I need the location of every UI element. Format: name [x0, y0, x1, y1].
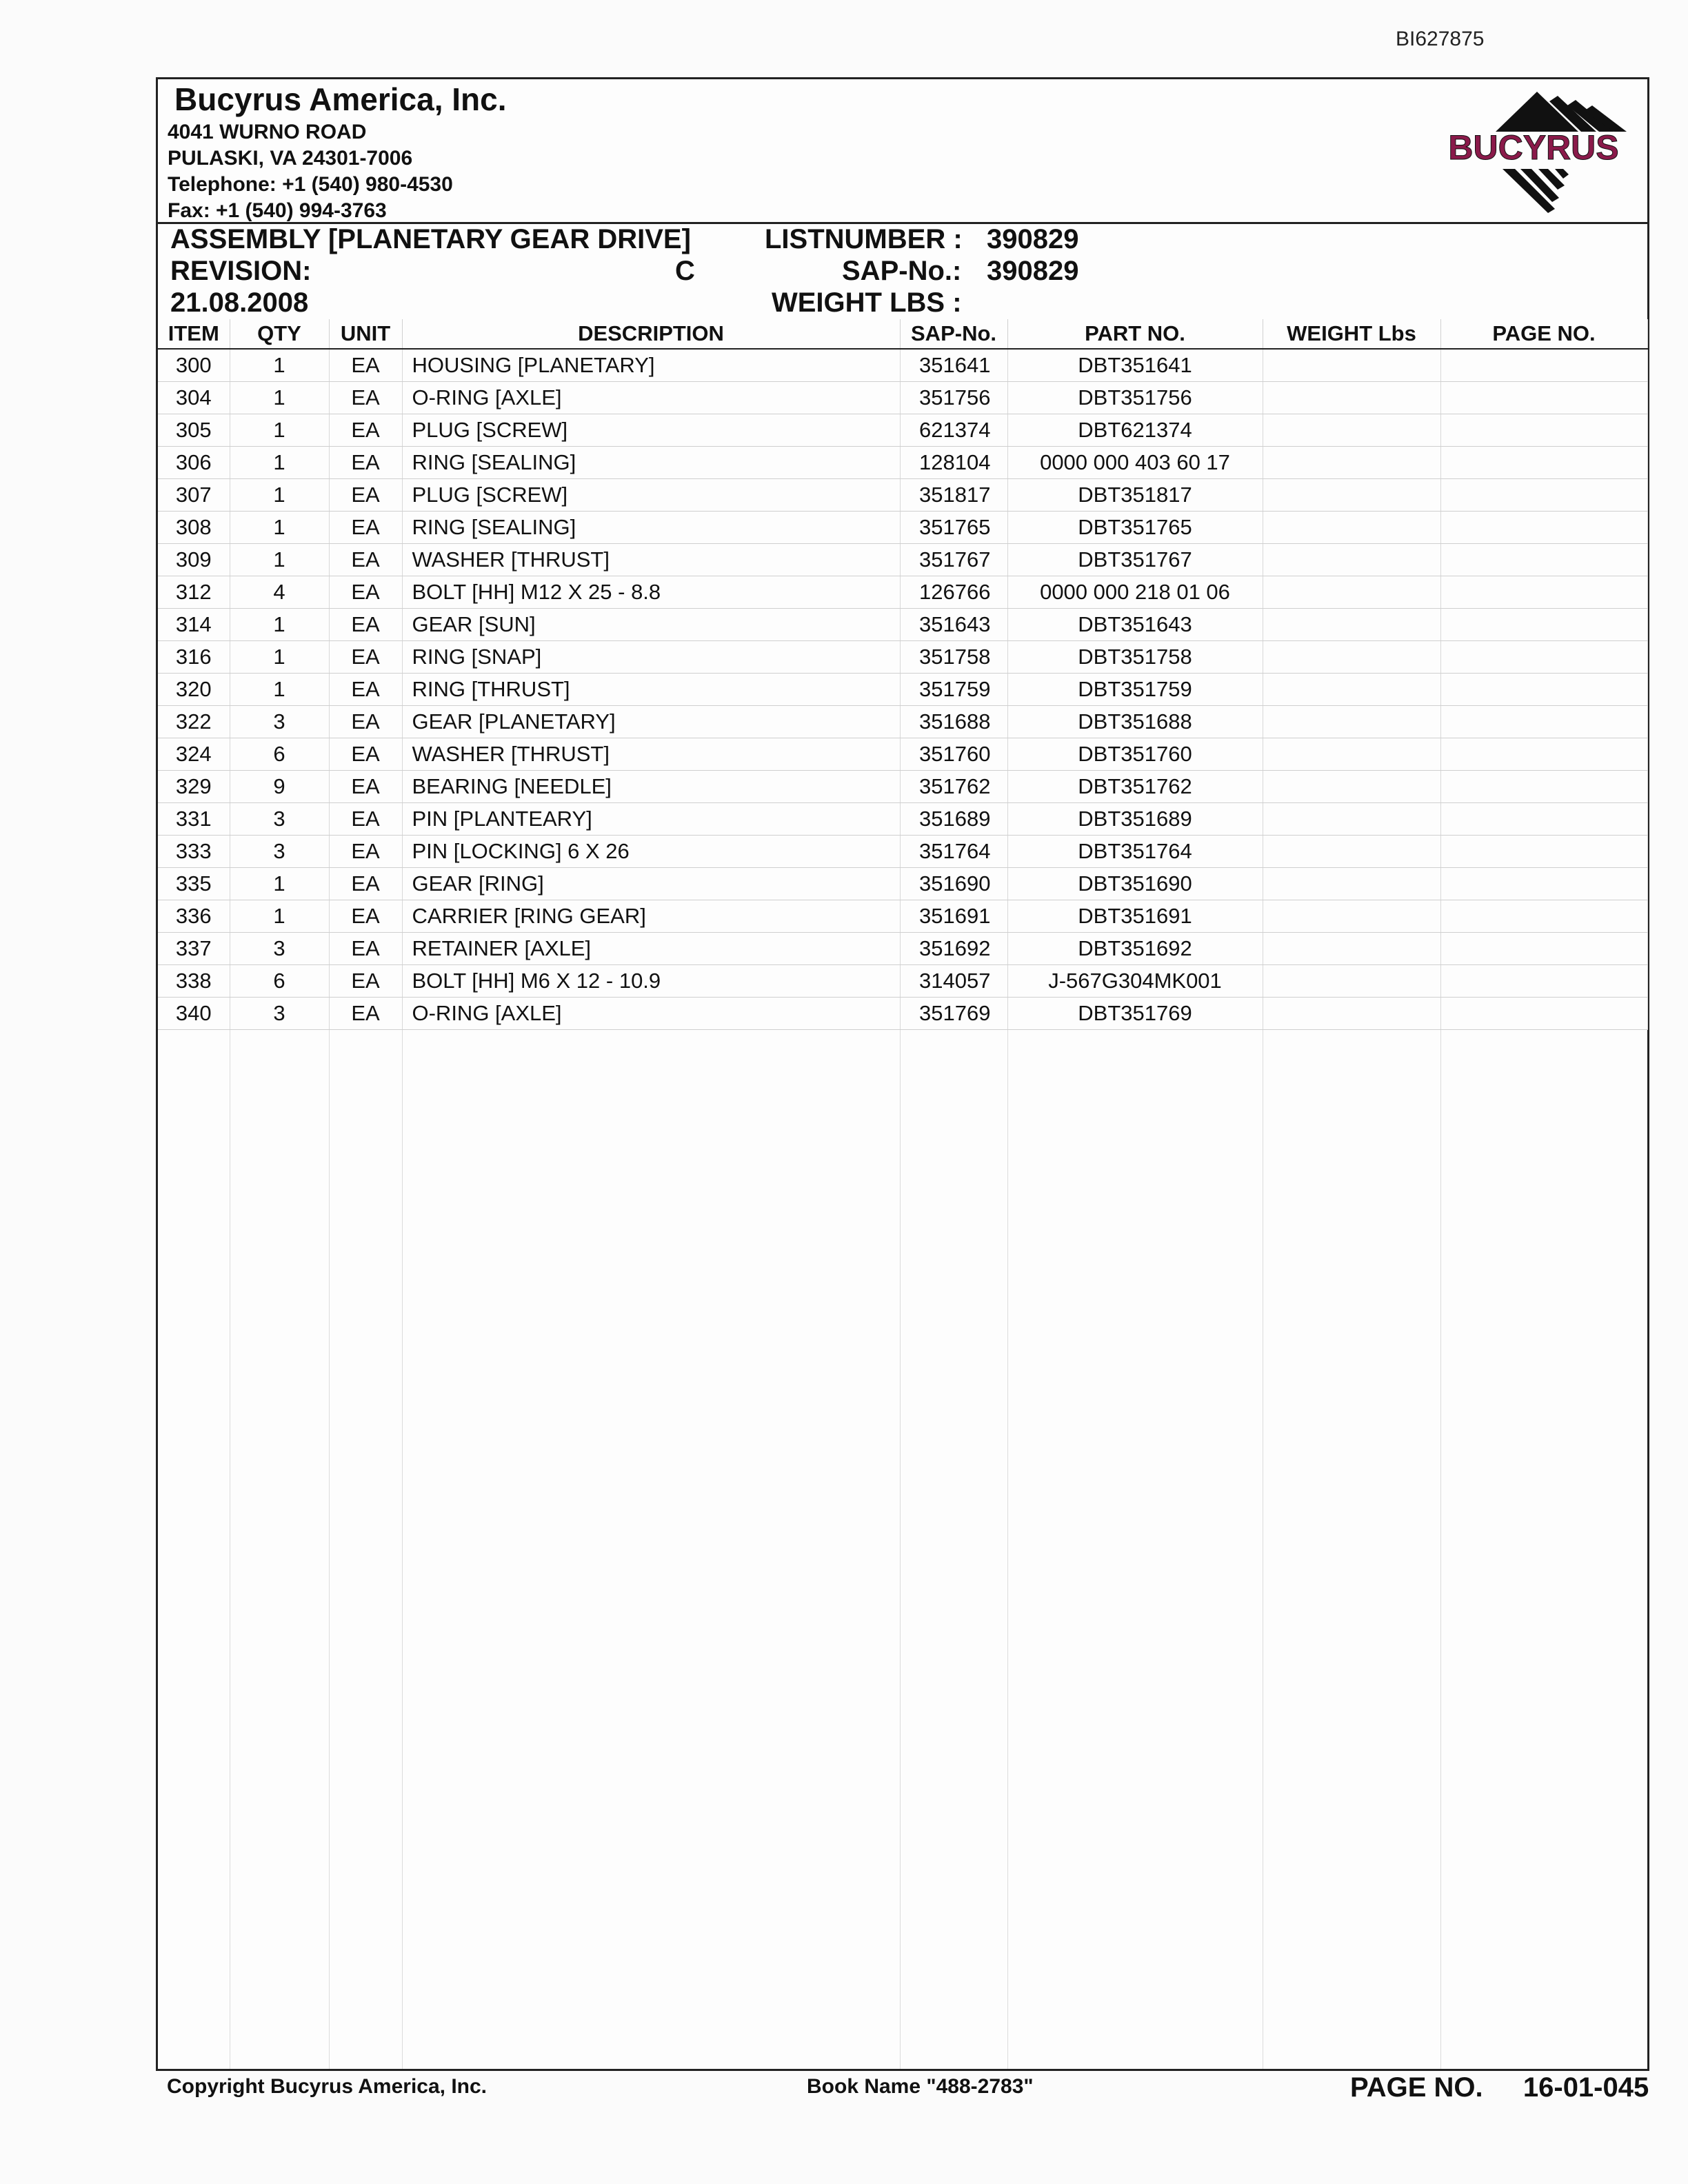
- cell-weight: [1263, 998, 1440, 1030]
- cell-unit: EA: [329, 803, 402, 836]
- cell-sap-no: 351758: [900, 641, 1007, 674]
- table-row: [158, 674, 1647, 706]
- cell-description: O-RING [AXLE]: [402, 382, 900, 414]
- cell-part-no: DBT351758: [1007, 641, 1263, 674]
- cell-description: RING [THRUST]: [402, 674, 900, 706]
- cell-part-no: DBT621374: [1007, 414, 1263, 447]
- cell-description: BOLT [HH] M6 X 12 - 10.9: [402, 965, 900, 998]
- cell-unit: EA: [329, 706, 402, 738]
- parts-table: [158, 319, 1648, 1030]
- cell-item: 335: [158, 868, 230, 900]
- revision-label: REVISION:: [170, 256, 312, 286]
- cell-qty: 1: [230, 544, 329, 576]
- cell-qty: 6: [230, 965, 329, 998]
- table-row: [158, 933, 1647, 965]
- cell-item: 324: [158, 738, 230, 771]
- cell-unit: EA: [329, 771, 402, 803]
- cell-unit: EA: [329, 447, 402, 479]
- cell-sap-no: 128104: [900, 447, 1007, 479]
- cell-weight: [1263, 706, 1440, 738]
- cell-part-no: DBT351769: [1007, 998, 1263, 1030]
- cell-sap-no: 351690: [900, 868, 1007, 900]
- cell-part-no: DBT351690: [1007, 868, 1263, 900]
- cell-weight: [1263, 771, 1440, 803]
- cell-qty: 1: [230, 349, 329, 382]
- sap-value: 390829: [987, 256, 1079, 286]
- document-id: BI627875: [1396, 28, 1485, 50]
- cell-weight: [1263, 803, 1440, 836]
- cell-qty: 1: [230, 512, 329, 544]
- cell-unit: EA: [329, 933, 402, 965]
- header-qty: QTY: [230, 319, 329, 349]
- cell-weight: [1263, 349, 1440, 382]
- footer-page-number: [1350, 2072, 1649, 2103]
- cell-page-no: [1440, 641, 1647, 674]
- cell-weight: [1263, 641, 1440, 674]
- table-row: [158, 836, 1647, 868]
- cell-part-no: DBT351817: [1007, 479, 1263, 512]
- company-header: [158, 79, 1647, 224]
- cell-unit: EA: [329, 609, 402, 641]
- table-row: [158, 868, 1647, 900]
- table-row: [158, 414, 1647, 447]
- sap-label: SAP-No.:: [842, 256, 962, 286]
- cell-qty: 6: [230, 738, 329, 771]
- cell-description: PIN [PLANTEARY]: [402, 803, 900, 836]
- cell-page-no: [1440, 836, 1647, 868]
- cell-part-no: DBT351641: [1007, 349, 1263, 382]
- cell-description: WASHER [THRUST]: [402, 738, 900, 771]
- revision-value: C: [675, 256, 695, 286]
- cell-qty: 3: [230, 706, 329, 738]
- table-row: [158, 576, 1647, 609]
- cell-unit: EA: [329, 544, 402, 576]
- cell-item: 307: [158, 479, 230, 512]
- cell-qty: 1: [230, 641, 329, 674]
- cell-unit: EA: [329, 414, 402, 447]
- cell-page-no: [1440, 998, 1647, 1030]
- cell-page-no: [1440, 933, 1647, 965]
- cell-item: 320: [158, 674, 230, 706]
- cell-unit: EA: [329, 576, 402, 609]
- cell-part-no: J-567G304MK001: [1007, 965, 1263, 998]
- header-sap-no: SAP-No.: [900, 319, 1007, 349]
- cell-description: BOLT [HH] M12 X 25 - 8.8: [402, 576, 900, 609]
- assembly-title: ASSEMBLY [PLANETARY GEAR DRIVE]: [170, 224, 691, 254]
- cell-item: 309: [158, 544, 230, 576]
- cell-unit: EA: [329, 512, 402, 544]
- cell-weight: [1263, 674, 1440, 706]
- cell-item: 338: [158, 965, 230, 998]
- cell-sap-no: 351762: [900, 771, 1007, 803]
- table-row: [158, 544, 1647, 576]
- header-unit: UNIT: [329, 319, 402, 349]
- cell-unit: EA: [329, 738, 402, 771]
- cell-part-no: DBT351767: [1007, 544, 1263, 576]
- table-row: [158, 641, 1647, 674]
- table-row: [158, 382, 1647, 414]
- cell-part-no: DBT351691: [1007, 900, 1263, 933]
- cell-item: 337: [158, 933, 230, 965]
- cell-weight: [1263, 576, 1440, 609]
- cell-page-no: [1440, 900, 1647, 933]
- cell-weight: [1263, 836, 1440, 868]
- header-page-no: PAGE NO.: [1440, 319, 1647, 349]
- cell-item: 322: [158, 706, 230, 738]
- cell-sap-no: 351765: [900, 512, 1007, 544]
- cell-unit: EA: [329, 868, 402, 900]
- cell-weight: [1263, 382, 1440, 414]
- cell-description: RING [SEALING]: [402, 447, 900, 479]
- cell-weight: [1263, 933, 1440, 965]
- company-address-line1: 4041 WURNO ROAD: [168, 121, 367, 143]
- cell-qty: 3: [230, 933, 329, 965]
- cell-description: O-RING [AXLE]: [402, 998, 900, 1030]
- cell-sap-no: 351817: [900, 479, 1007, 512]
- cell-qty: 1: [230, 414, 329, 447]
- table-row: [158, 349, 1647, 382]
- cell-page-no: [1440, 447, 1647, 479]
- cell-page-no: [1440, 609, 1647, 641]
- cell-qty: 1: [230, 479, 329, 512]
- cell-description: PIN [LOCKING] 6 X 26: [402, 836, 900, 868]
- cell-description: PLUG [SCREW]: [402, 479, 900, 512]
- cell-weight: [1263, 965, 1440, 998]
- footer-book-name: Book Name "488-2783": [807, 2075, 1034, 2098]
- cell-item: 336: [158, 900, 230, 933]
- cell-sap-no: 314057: [900, 965, 1007, 998]
- weight-label: WEIGHT LBS :: [772, 287, 962, 318]
- cell-weight: [1263, 738, 1440, 771]
- header-description: DESCRIPTION: [402, 319, 900, 349]
- cell-page-no: [1440, 706, 1647, 738]
- listnumber-value: 390829: [987, 224, 1079, 254]
- cell-weight: [1263, 479, 1440, 512]
- table-row: [158, 771, 1647, 803]
- cell-page-no: [1440, 382, 1647, 414]
- footer-page-label: PAGE NO.: [1350, 2072, 1483, 2103]
- cell-page-no: [1440, 803, 1647, 836]
- cell-item: 314: [158, 609, 230, 641]
- cell-page-no: [1440, 738, 1647, 771]
- cell-qty: 1: [230, 447, 329, 479]
- cell-part-no: DBT351692: [1007, 933, 1263, 965]
- cell-weight: [1263, 447, 1440, 479]
- header-weight: WEIGHT Lbs: [1263, 319, 1440, 349]
- cell-qty: 1: [230, 609, 329, 641]
- cell-part-no: DBT351760: [1007, 738, 1263, 771]
- cell-unit: EA: [329, 641, 402, 674]
- cell-unit: EA: [329, 479, 402, 512]
- cell-description: BEARING [NEEDLE]: [402, 771, 900, 803]
- listnumber-label: LISTNUMBER :: [765, 224, 963, 254]
- cell-unit: EA: [329, 382, 402, 414]
- cell-sap-no: 126766: [900, 576, 1007, 609]
- parts-table-body: [158, 349, 1647, 1030]
- cell-unit: EA: [329, 965, 402, 998]
- cell-part-no: DBT351759: [1007, 674, 1263, 706]
- cell-qty: 1: [230, 868, 329, 900]
- cell-description: GEAR [SUN]: [402, 609, 900, 641]
- cell-description: GEAR [PLANETARY]: [402, 706, 900, 738]
- footer-page-value: 16-01-045: [1523, 2072, 1649, 2103]
- cell-sap-no: 351692: [900, 933, 1007, 965]
- header-item: ITEM: [158, 319, 230, 349]
- cell-part-no: 0000 000 218 01 06: [1007, 576, 1263, 609]
- footer-copyright: Copyright Bucyrus America, Inc.: [167, 2075, 488, 2098]
- cell-sap-no: 351760: [900, 738, 1007, 771]
- cell-qty: 3: [230, 803, 329, 836]
- table-row: [158, 738, 1647, 771]
- cell-sap-no: 351689: [900, 803, 1007, 836]
- cell-page-no: [1440, 868, 1647, 900]
- company-telephone: Telephone: +1 (540) 980-4530: [168, 173, 453, 196]
- cell-weight: [1263, 609, 1440, 641]
- cell-unit: EA: [329, 674, 402, 706]
- cell-item: 329: [158, 771, 230, 803]
- table-row: [158, 900, 1647, 933]
- table-row: [158, 803, 1647, 836]
- company-name: Bucyrus America, Inc.: [174, 81, 507, 117]
- assembly-date: 21.08.2008: [170, 287, 309, 318]
- cell-part-no: DBT351689: [1007, 803, 1263, 836]
- cell-weight: [1263, 900, 1440, 933]
- cell-qty: 1: [230, 382, 329, 414]
- cell-qty: 1: [230, 674, 329, 706]
- table-row: [158, 706, 1647, 738]
- cell-sap-no: 351769: [900, 998, 1007, 1030]
- cell-weight: [1263, 414, 1440, 447]
- cell-description: WASHER [THRUST]: [402, 544, 900, 576]
- cell-part-no: DBT351756: [1007, 382, 1263, 414]
- cell-weight: [1263, 512, 1440, 544]
- cell-item: 316: [158, 641, 230, 674]
- cell-qty: 3: [230, 998, 329, 1030]
- cell-item: 333: [158, 836, 230, 868]
- cell-page-no: [1440, 479, 1647, 512]
- cell-sap-no: 621374: [900, 414, 1007, 447]
- cell-sap-no: 351767: [900, 544, 1007, 576]
- cell-part-no: DBT351643: [1007, 609, 1263, 641]
- logo-wordmark: BUCYRUS: [1448, 128, 1619, 167]
- cell-description: GEAR [RING]: [402, 868, 900, 900]
- bucyrus-logo: [1434, 92, 1634, 216]
- cell-description: HOUSING [PLANETARY]: [402, 349, 900, 382]
- cell-page-no: [1440, 544, 1647, 576]
- cell-part-no: DBT351688: [1007, 706, 1263, 738]
- table-header-row: [158, 319, 1647, 349]
- cell-sap-no: 351764: [900, 836, 1007, 868]
- cell-page-no: [1440, 414, 1647, 447]
- cell-part-no: DBT351762: [1007, 771, 1263, 803]
- cell-sap-no: 351759: [900, 674, 1007, 706]
- cell-item: 305: [158, 414, 230, 447]
- cell-part-no: 0000 000 403 60 17: [1007, 447, 1263, 479]
- table-row: [158, 447, 1647, 479]
- header-part-no: PART NO.: [1007, 319, 1263, 349]
- cell-sap-no: 351643: [900, 609, 1007, 641]
- cell-unit: EA: [329, 349, 402, 382]
- table-row: [158, 965, 1647, 998]
- cell-description: RING [SEALING]: [402, 512, 900, 544]
- cell-unit: EA: [329, 900, 402, 933]
- cell-item: 340: [158, 998, 230, 1030]
- cell-qty: 1: [230, 900, 329, 933]
- cell-qty: 3: [230, 836, 329, 868]
- table-row: [158, 479, 1647, 512]
- cell-item: 312: [158, 576, 230, 609]
- cell-sap-no: 351641: [900, 349, 1007, 382]
- cell-unit: EA: [329, 998, 402, 1030]
- cell-item: 306: [158, 447, 230, 479]
- cell-page-no: [1440, 349, 1647, 382]
- cell-weight: [1263, 544, 1440, 576]
- parts-list-frame: [156, 77, 1649, 2071]
- cell-sap-no: 351691: [900, 900, 1007, 933]
- cell-page-no: [1440, 512, 1647, 544]
- cell-page-no: [1440, 965, 1647, 998]
- company-address-line2: PULASKI, VA 24301-7006: [168, 147, 413, 170]
- cell-qty: 4: [230, 576, 329, 609]
- table-row: [158, 998, 1647, 1030]
- cell-page-no: [1440, 576, 1647, 609]
- table-row: [158, 609, 1647, 641]
- cell-qty: 9: [230, 771, 329, 803]
- cell-part-no: DBT351764: [1007, 836, 1263, 868]
- cell-item: 331: [158, 803, 230, 836]
- cell-sap-no: 351756: [900, 382, 1007, 414]
- cell-description: CARRIER [RING GEAR]: [402, 900, 900, 933]
- cell-sap-no: 351688: [900, 706, 1007, 738]
- cell-item: 304: [158, 382, 230, 414]
- company-fax: Fax: +1 (540) 994-3763: [168, 199, 387, 222]
- cell-item: 308: [158, 512, 230, 544]
- cell-description: PLUG [SCREW]: [402, 414, 900, 447]
- cell-item: 300: [158, 349, 230, 382]
- table-row: [158, 512, 1647, 544]
- cell-part-no: DBT351765: [1007, 512, 1263, 544]
- cell-page-no: [1440, 771, 1647, 803]
- cell-description: RING [SNAP]: [402, 641, 900, 674]
- cell-unit: EA: [329, 836, 402, 868]
- cell-weight: [1263, 868, 1440, 900]
- cell-description: RETAINER [AXLE]: [402, 933, 900, 965]
- cell-page-no: [1440, 674, 1647, 706]
